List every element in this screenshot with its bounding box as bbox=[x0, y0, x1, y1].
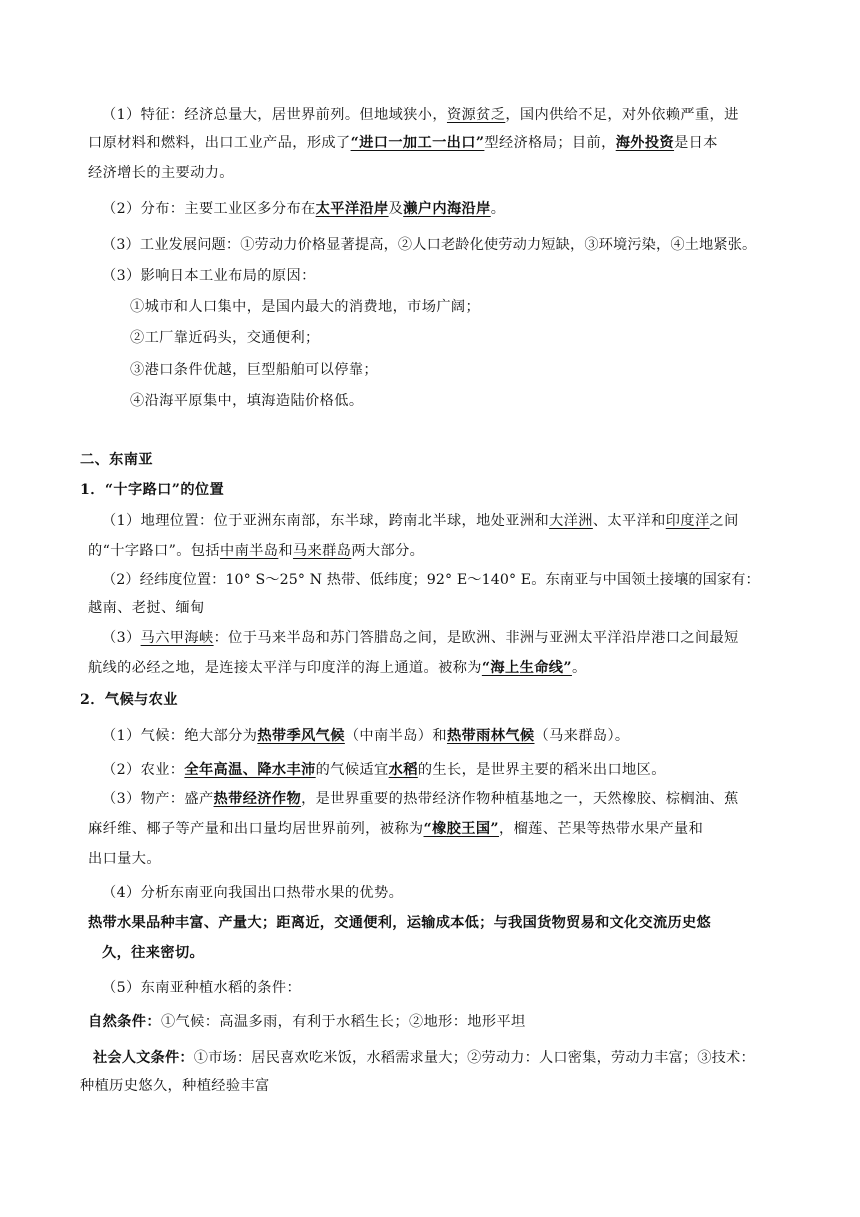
section-heading: 二、东南亚 bbox=[80, 452, 153, 468]
products-line-2: 麻纤维、椰子等产量和出口量均居世界前列，被称为“橡胶王国”，榴莲、芒果等热带水果产量和 bbox=[88, 821, 704, 837]
label: 社会人文条件： bbox=[93, 1050, 194, 1066]
location-line-1: （1）地理位置：位于亚洲东南部，东半球，跨南北半球，地处亚洲和大洋洲、太平洋和印度洋之间 bbox=[102, 513, 739, 529]
key-term: 濑户内海沿岸 bbox=[403, 201, 491, 217]
japan-feature-line-2: 口原材料和燃料，出口工业产品，形成了“进口一加工一出口”型经济格局；目前，海外投资是日本 bbox=[88, 135, 718, 151]
location-line-2: 的“十字路口”。包括中南半岛和马来群岛两大部分。 bbox=[88, 543, 425, 559]
japan-distribution: （2）分布：主要工业区多分布在太平洋沿岸及濑户内海沿岸。 bbox=[102, 201, 506, 217]
reason-item: ③港口条件优越，巨型船舶可以停靠； bbox=[130, 362, 378, 378]
key-term: 马来群岛 bbox=[292, 543, 352, 559]
products-line-1: （3）物产：盛产热带经济作物，是世界重要的热带经济作物种植基地之一，天然橡胶、棕榈油、蕉 bbox=[102, 791, 739, 807]
social-conditions-line-2: 种植历史悠久，种植经验丰富 bbox=[80, 1078, 270, 1094]
key-term: 海外投资 bbox=[615, 135, 675, 151]
japan-feature-line-1: （1）特征：经济总量大，居世界前列。但地域狭小，资源贫乏，国内供给不足，对外依赖严重，进 bbox=[102, 107, 739, 123]
key-term: 印度洋 bbox=[665, 513, 710, 529]
answer-fruit-export-line-1: 热带水果品种丰富、产量大；距离近，交通便利，运输成本低；与我国货物贸易和文化交流历史悠 bbox=[88, 915, 711, 931]
malacca-line-1: （3）马六甲海峡：位于马来半岛和苏门答腊岛之间，是欧洲、非洲与亚洲太平洋沿岸港口之间最短 bbox=[102, 630, 739, 646]
social-conditions-line-1: 社会人文条件：①市场：居民喜欢吃米饭，水稻需求量大；②劳动力：人口密集，劳动力丰富；③技术： bbox=[93, 1050, 755, 1066]
question-fruit-export: （4）分析东南亚向我国出口热带水果的优势。 bbox=[102, 885, 404, 901]
malacca-line-2: 航线的必经之地，是连接太平洋与印度洋的海上通道。被称为“海上生命线”。 bbox=[88, 660, 587, 676]
climate-line: （1）气候：绝大部分为热带季风气候（中南半岛）和热带雨林气候（马来群岛）。 bbox=[102, 728, 630, 744]
key-term: “橡胶王国” bbox=[423, 821, 499, 837]
key-term: 热带经济作物 bbox=[213, 791, 302, 807]
agriculture-line: （2）农业：全年高温、降水丰沛的气候适宜水稻的生长，是世界主要的稻米出口地区。 bbox=[102, 762, 666, 778]
key-term: 大洋洲 bbox=[549, 513, 593, 529]
japan-layout-reasons-title: （3）影响日本工业布局的原因： bbox=[102, 268, 316, 284]
key-term: 全年高温、降水丰沛 bbox=[184, 762, 316, 778]
key-term: 热带季风气候 bbox=[257, 728, 345, 744]
latlon-line-1: （2）经纬度位置：10° S～25° N 热带、低纬度；92° E～140° E。东南亚与中国领土接壤的国家有： bbox=[102, 572, 760, 588]
key-term: “海上生命线” bbox=[481, 660, 572, 676]
key-term: 热带雨林气候 bbox=[446, 728, 535, 744]
japan-feature-line-3: 经济增长的主要动力。 bbox=[88, 165, 234, 181]
key-term: 水稻 bbox=[388, 762, 418, 778]
label: 自然条件： bbox=[88, 1014, 161, 1030]
answer-fruit-export-line-2: 久，往来密切。 bbox=[102, 945, 205, 961]
key-term: 资源贫乏 bbox=[446, 107, 506, 123]
reason-item: ②工厂靠近码头，交通便利； bbox=[130, 330, 320, 346]
reason-item: ④沿海平原集中，填海造陆价格低。 bbox=[130, 393, 364, 409]
natural-conditions: 自然条件：①气候：高温多雨，有利于水稻生长；②地形：地形平坦 bbox=[88, 1014, 526, 1030]
question-rice-conditions: （5）东南亚种植水稻的条件： bbox=[102, 980, 302, 996]
subsection-heading: 2．气候与农业 bbox=[80, 692, 178, 708]
key-term: 马六甲海峡 bbox=[140, 630, 214, 646]
latlon-line-2: 越南、老挝、缅甸 bbox=[88, 600, 205, 616]
reason-item: ①城市和人口集中，是国内最大的消费地，市场广阔； bbox=[130, 299, 481, 315]
key-term: 中南半岛 bbox=[220, 543, 279, 559]
key-term: “进口一加工一出口” bbox=[350, 135, 485, 151]
products-line-3: 出口量大。 bbox=[88, 851, 161, 867]
key-term: 太平洋沿岸 bbox=[315, 201, 389, 217]
japan-problems: （3）工业发展问题：①劳动力价格显著提高，②人口老龄化使劳动力短缺，③环境污染，④土地紧张。 bbox=[102, 237, 757, 253]
subsection-heading: 1．“十字路口”的位置 bbox=[80, 482, 225, 498]
